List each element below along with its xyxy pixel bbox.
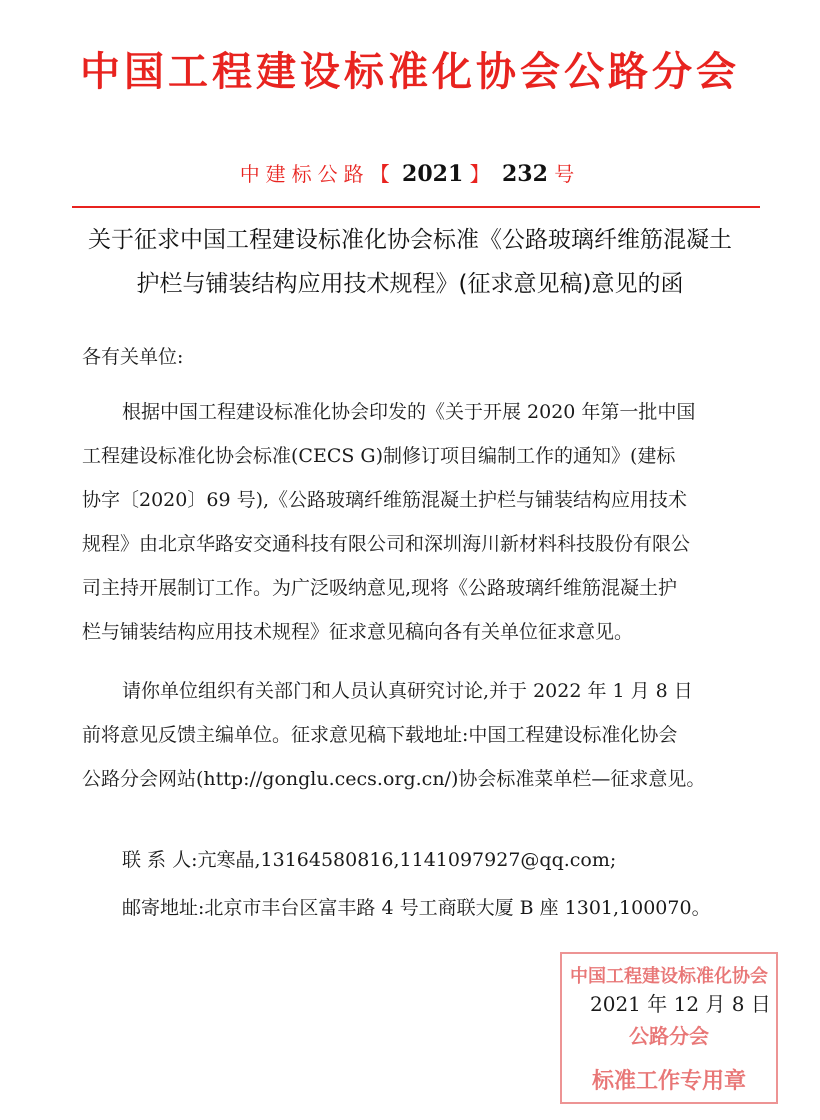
paragraph-1-line: 根据中国工程建设标准化协会印发的《关于开展 2020 年第一批中国 <box>122 401 696 423</box>
address-line: 邮寄地址:北京市丰台区富丰路 4 号工商联大厦 B 座 1301,100070。 <box>122 897 711 919</box>
subject-line-1: 关于征求中国工程建设标准化协会标准《公路玻璃纤维筋混凝土 <box>88 227 732 253</box>
paragraph-1-line: 工程建设标准化协会标准(CECS G)制修订项目编制工作的通知》(建标 <box>82 445 676 467</box>
salutation: 各有关单位: <box>82 346 184 368</box>
paragraph-1-line: 规程》由北京华路安交通科技有限公司和深圳海川新材料科技股份有限公 <box>82 533 691 555</box>
subject-line-2: 护栏与铺装结构应用技术规程》(征求意见稿)意见的函 <box>136 271 684 297</box>
seal-line-1: 中国工程建设标准化协会 <box>570 966 768 987</box>
bracket-close: 】 <box>469 162 496 186</box>
doc-number <box>0 158 820 187</box>
seal-line-2: 公路分会 <box>629 1024 709 1048</box>
header-rule <box>72 206 760 208</box>
bracket-open: 【 <box>369 162 396 186</box>
paragraph-2-line: 前将意见反馈主编单位。征求意见稿下载地址:中国工程建设标准化协会 <box>82 724 678 746</box>
doc-seq: 232 <box>502 161 548 187</box>
paragraph-1-line: 协字〔2020〕69 号),《公路玻璃纤维筋混凝土护栏与铺装结构应用技术 <box>82 489 688 511</box>
doc-suffix: 号 <box>554 162 581 186</box>
paragraph-1-line: 栏与铺装结构应用技术规程》征求意见稿向各有关单位征求意见。 <box>82 621 634 643</box>
official-seal <box>560 952 778 1104</box>
org-title: 中国工程建设标准化协会公路分会 <box>80 49 740 95</box>
paragraph-1-line: 司主持开展制订工作。为广泛吸纳意见,现将《公路玻璃纤维筋混凝土护 <box>82 577 678 599</box>
subject <box>0 218 820 306</box>
paragraph-2-line: 请你单位组织有关部门和人员认真研究讨论,并于 2022 年 1 月 8 日 <box>122 680 693 702</box>
closing-date: 2021 年 12 月 8 日 <box>590 992 771 1016</box>
doc-prefix: 中建标公路 <box>239 162 370 186</box>
contact-line: 联 系 人:亢寒晶,13164580816,1141097927@qq.com; <box>122 849 617 871</box>
doc-year: 2021 <box>402 161 464 187</box>
seal-line-3: 标准工作专用章 <box>591 1069 746 1094</box>
paragraph-2-line: 公路分会网站(http://gonglu.cecs.org.cn/)协会标准菜单栏—征求意见。 <box>82 768 706 790</box>
